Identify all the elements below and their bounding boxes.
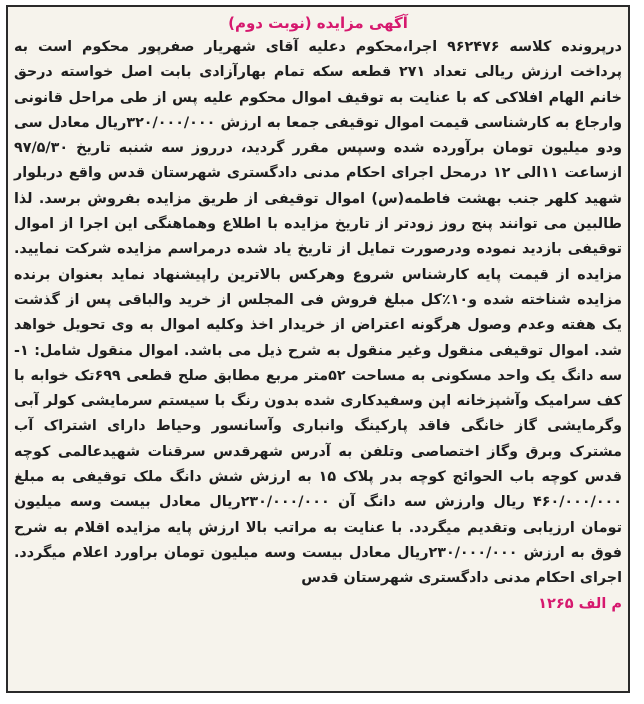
notice-code: م الف ۱۲۶۵ bbox=[538, 595, 622, 612]
notice-content bbox=[14, 11, 622, 687]
notice-body: درپرونده کلاسه ۹۶۲۴۷۶ اجرا،محکوم دعلیه آقای شهریار صفرپور محکوم است به پرداخت ارزش ریالی تعداد ۲۷۱ قطعه سکه تمام بهارآزادی بابت اصل خواسته درحق خانم الهام افلاکی که با عنایت به توقیف اموال محکوم علیه پس از طی مراحل قانونی وارجاع به کارشناسی قیمت اموال توقیفی جمعا به ارزش ۳۲۰/۰۰۰/۰۰۰ریال معادل سی ودو میلیون تومان برآورده شده وسپس مقرر گردید، درروز سه شنبه تاریخ ۹۷/۵/۳۰ ازساعت ۱۱الی ۱۲ درمحل اجرای احکام مدنی دادگستری شهرستان قدس واقع دربلوار شهید کلهر جنب بهشت فاطمه(س) اموال توقیفی از طریق مزایده بفروش برسد. لذا طالبین می توانند پنج روز زودتر از تاریخ مزایده با اطلاع وهماهنگی این اجرا از اموال توقیفی بازدید نموده ودرصورت تمایل از تاریخ یاد شده درمراسم مزایده شرکت نمایید. مزایده از قیمت پایه کارشناس شروع وهرکس بالاترین راپیشنهاد نماید بعنوان برنده مزایده شناخته شده و۱۰٪کل مبلغ فروش فی المجلس از خرید والباقی پس از گذشت یک هفته وعدم وصول هرگونه اعتراض از خریدار اخذ وکلیه اموال به وی تحویل خواهد شد. اموال توقیفی منقول وغیر منقول به شرح ذیل می باشد. اموال منقول شامل: ۱- سه دانگ یک واحد مسکونی به مساحت ۵۲متر مربع مطابق صلح قطعی ۶۹۹تک خوابه با کف سرامیک وآشپزخانه اپن وسفیدکاری شده بدون رنگ با سیستم سرمایشی کولر آبی وگرمایشی گاز خانگی فاقد پارکینگ وانباری وآسانسور وحیاط دارای اشتراک آب مشترک وبرق وگاز اختصاصی وتلفن به آدرس شهرقدس سرقنات شهیدعالمی کوچه قدس کوچه باب الحوائج کوچه بدر پلاک ۱۵ به ارزش شش دانگ ملک توقیفی به مبلغ ۴۶۰/۰۰۰/۰۰۰ ریال وارزش سه دانگ آن ۲۳۰/۰۰۰/۰۰۰ریال معادل بیست وسه میلیون تومان ارزیابی وتقدیم میگردد. با عنایت به مراتب بالا ارزش پایه مزایده اقلام به شرح فوق به ارزش ۲۳۰/۰۰۰/۰۰۰ریال معادل بیست وسه میلیون تومان براورد اعلام میگردد. اجرای احکام مدنی دادگستری شهرستان قدس bbox=[14, 39, 623, 587]
notice-title: آگهی مزایده (نوبت دوم) bbox=[228, 14, 408, 32]
auction-notice bbox=[6, 5, 630, 693]
